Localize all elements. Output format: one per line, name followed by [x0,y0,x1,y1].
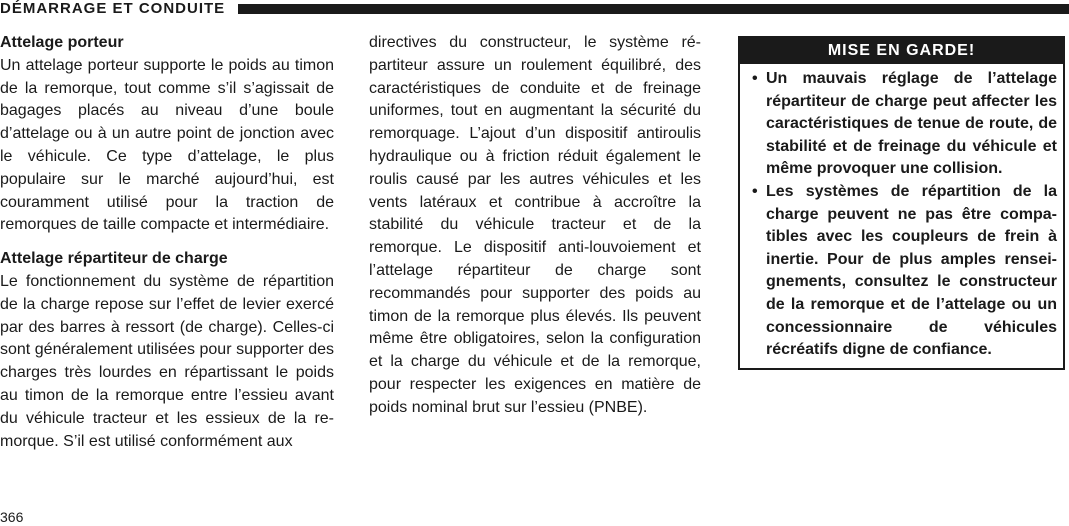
warning-item [752,181,1057,362]
heading-attelage-repartiteur: Attelage répartiteur de charge [0,250,228,268]
paragraph-continuation: directives du constructeur, le système répartiteur assure un roulement équilibré, des caractéristiques de conduite et de freinage uniformes, tout en augmentant la sécurité du remorquage. L’ajout d’un dispositif antiroulis hydraulique ou à friction réduit également le roulis causé par les autres véhicules et les vents latéraux et contribue à accroître la stabilité du véhicule tracteur et de la remorque. Le dispositif anti-louvoiement et l’attelage répartiteur de charge sont recommandés pour supporter des poids au timon de la remorque plus élevés. Ils peuvent même être obligatoires, selon la configuration et la charge du véhicule et de la remorque, pour respecter les exigences en matière de poids nominal brut sur l’essieu (PNBE). [369,34,701,416]
bullet-icon: • [752,182,758,200]
page-header [0,0,1069,18]
warning-item [752,68,1057,181]
paragraph-attelage-repartiteur: Le fonctionnement du système de répartition de la charge repose sur l’effet de levier exercé par des barres à ressort (de charge). Celles-ci sont généralement utilisées pour supporter des charges très lourdes en répartissant le poids au timon de la remorque entre l’essieu avant du véhicule tracteur et les essieux de la remorque. S’il est utilisé conformément aux [0,272,334,450]
bullet-icon: • [752,70,758,87]
warning-title: MISE EN GARDE! [740,38,1063,64]
warning-item-text: Les systèmes de répartition de la charge peuvent ne pas être compatibles avec les coupleurs de frein à inertie. Pour de plus amples renseignements, consultez le constructeur de la remorque et de l’attelage ou un concessionnaire de véhicules récréatifs digne de confiance. [766,182,1057,359]
warning-item-text: Un mauvais réglage de l’attelage répartiteur de charge peut affecter les caractéristiques de tenue de route, de stabilité et de freinage du véhicule et même provoquer une collision. [766,70,1057,178]
text-column-middle [369,32,701,420]
page-number: 366 [0,509,24,525]
heading-attelage-porteur: Attelage porteur [0,34,124,51]
text-column-left [0,32,334,453]
section-title: DÉMARRAGE ET CONDUITE [0,0,226,17]
header-rule [238,4,1069,14]
warning-list [740,64,1063,362]
paragraph-attelage-porteur: Un attelage porteur supporte le poids au timon de la remorque, tout comme s’il s’agissait de bagages placés au niveau d’une boule d’attelage ou à un autre point de jonction avec le véhicule. Ce type d’attelage, le plus populaire sur le marché aujourd’hui, est couramment utilisé pour la traction de remorques de taille compacte et intermédiaire. [0,56,334,234]
warning-box [738,36,1065,370]
